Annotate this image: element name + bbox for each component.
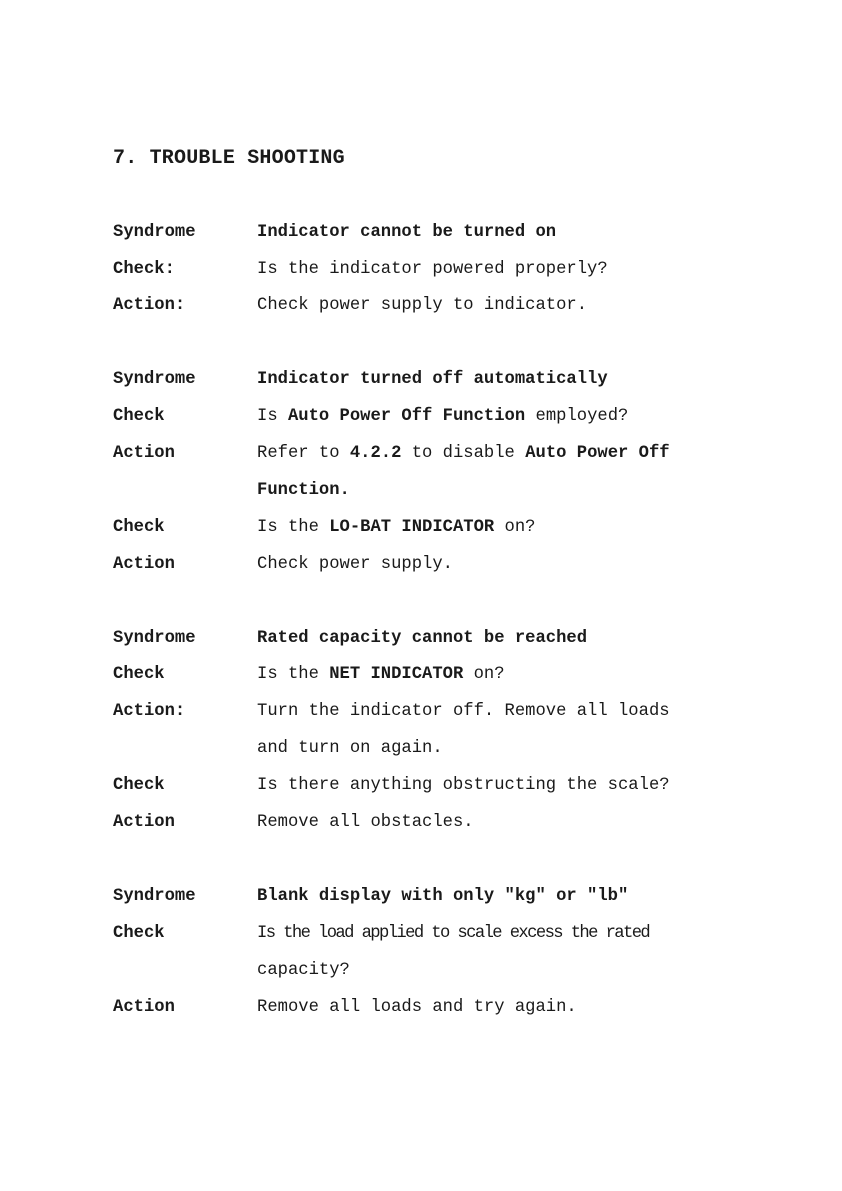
action-label: Action xyxy=(113,555,175,574)
syndrome-text: Indicator turned off automatically xyxy=(257,370,608,389)
continuation-text: capacity? xyxy=(257,961,350,980)
action-text: Check power supply. xyxy=(257,555,453,574)
syndrome-text: Indicator cannot be turned on xyxy=(257,223,557,242)
action-label: Action: xyxy=(113,296,186,315)
check-label: Check xyxy=(113,518,165,537)
action-text: Check power supply to indicator. xyxy=(257,296,588,315)
check-text-part: employed? xyxy=(525,407,629,426)
check-text-part: on? xyxy=(463,665,505,684)
section-title: 7. TROUBLE SHOOTING xyxy=(113,147,345,170)
continuation-text: Function. xyxy=(257,481,350,500)
check-text: Is the load applied to scale excess the rated xyxy=(257,924,650,943)
syndrome-text: Rated capacity cannot be reached xyxy=(257,629,588,648)
syndrome-label: Syndrome xyxy=(113,223,196,242)
check-text-bold: LO-BAT INDICATOR xyxy=(329,518,495,537)
check-text xyxy=(257,516,536,540)
action-text: Remove all loads and try again. xyxy=(257,998,577,1017)
action-text: Turn the indicator off. Remove all loads xyxy=(257,702,670,721)
action-label: Action: xyxy=(113,702,186,721)
syndrome-label: Syndrome xyxy=(113,629,196,648)
check-label: Check xyxy=(113,407,165,426)
action-text-part: to disable xyxy=(401,444,526,463)
check-label: Check xyxy=(113,776,165,795)
action-text: Remove all obstacles. xyxy=(257,813,474,832)
action-text xyxy=(257,442,670,466)
syndrome-label: Syndrome xyxy=(113,370,196,389)
action-label: Action xyxy=(113,444,175,463)
action-label: Action xyxy=(113,813,175,832)
check-text-bold: NET INDICATOR xyxy=(329,665,464,684)
check-text-part: Is xyxy=(257,407,288,426)
check-text: Is the indicator powered properly? xyxy=(257,260,608,279)
action-text-bold: Auto Power Off xyxy=(525,444,670,463)
check-text: Is there anything obstructing the scale? xyxy=(257,776,670,795)
syndrome-text: Blank display with only "kg" or "lb" xyxy=(257,887,629,906)
action-text-part: Refer to xyxy=(257,444,350,463)
action-label: Action xyxy=(113,998,175,1017)
check-text xyxy=(257,663,505,687)
continuation-text: and turn on again. xyxy=(257,739,443,758)
check-text-part: Is the xyxy=(257,665,330,684)
syndrome-label: Syndrome xyxy=(113,887,196,906)
action-text-bold: 4.2.2 xyxy=(349,444,402,463)
check-text-part: Is the xyxy=(257,518,330,537)
check-text-part: on? xyxy=(494,518,536,537)
check-text xyxy=(257,405,628,429)
check-label: Check xyxy=(113,665,165,684)
check-label: Check xyxy=(113,924,165,943)
check-text-bold: Auto Power Off Function xyxy=(287,407,526,426)
check-label: Check: xyxy=(113,260,175,279)
